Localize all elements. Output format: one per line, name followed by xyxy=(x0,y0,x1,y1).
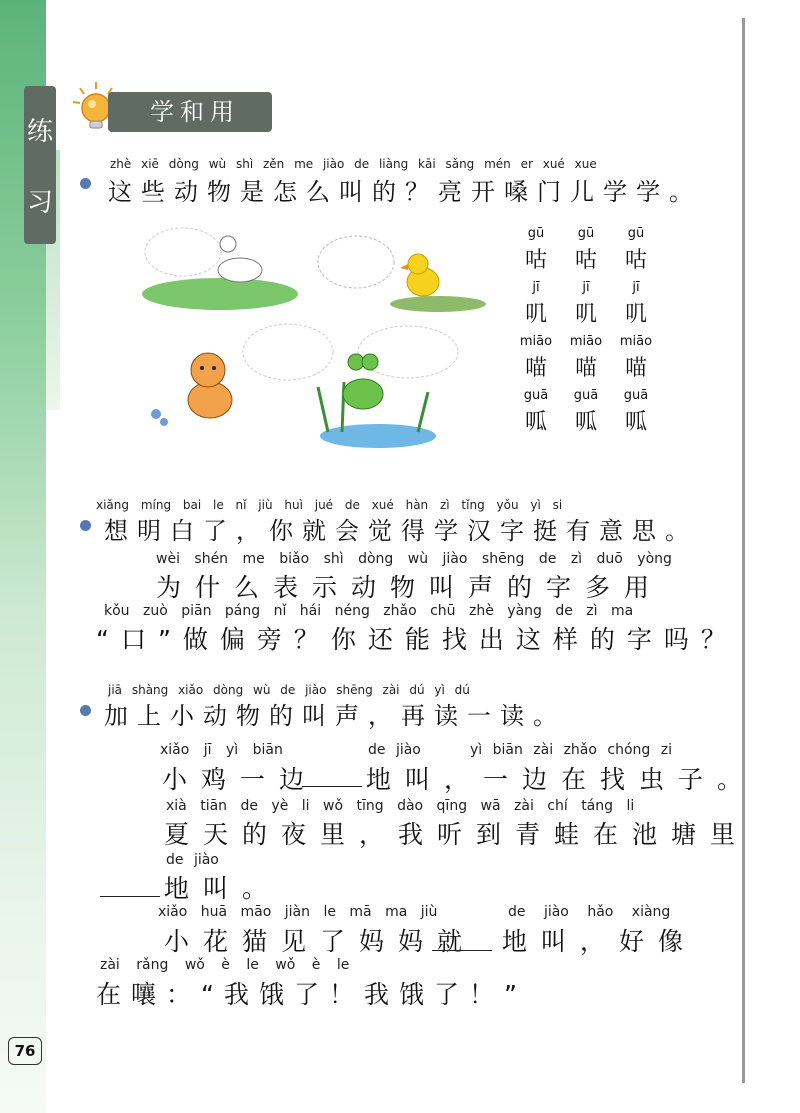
page-number: 76 xyxy=(8,1037,42,1065)
sound-character: 喵 xyxy=(624,356,647,381)
sound-pinyin: jī xyxy=(582,280,590,295)
page-edge-line xyxy=(742,18,745,1083)
q2-text-line1: 想明白了，你就会觉得学汉字挺有意思。 xyxy=(104,517,698,545)
sound-character: 呱 xyxy=(624,410,647,435)
q2-pinyin-line1: xiǎng míng bai le nǐ jiù huì jué de xué hàn zì tǐng yǒu yì si xyxy=(96,498,563,512)
q3-text: 加上小动物的叫声，再读一读。 xyxy=(104,702,566,730)
s2-pinyin: xià tiān de yè li wǒ tīng dào qīng wā zài chí táng li xyxy=(166,798,635,814)
sound-pinyin: gū xyxy=(627,226,645,241)
s1-text-a: 小鸡一边 xyxy=(162,765,319,794)
bullet-icon xyxy=(80,520,91,531)
side-tab-char-2: 习 xyxy=(26,188,53,218)
answer-blank[interactable] xyxy=(302,786,362,787)
sound-pinyin: gū xyxy=(577,226,595,241)
sound-character: 呱 xyxy=(574,410,597,435)
q2-text-line3: “口”做偏旁？你还能找出这样的字吗？ xyxy=(96,625,738,654)
s1-text-b: 地叫，一边在找虫子。 xyxy=(366,765,757,794)
s2-text: 夏天的夜里，我听到青蛙在池塘里 xyxy=(164,820,750,849)
sound-pinyin: miāo xyxy=(519,334,553,349)
sound-pinyin: guā xyxy=(523,388,549,403)
bullet-icon xyxy=(80,705,91,716)
s3-text-a: 小花猫见了妈妈就 xyxy=(164,927,477,956)
sound-pinyin: guā xyxy=(623,388,649,403)
sound-character: 咕 xyxy=(524,248,547,273)
sound-character: 喵 xyxy=(524,356,547,381)
sound-pinyin: miāo xyxy=(569,334,603,349)
bullet-icon xyxy=(80,178,91,189)
sound-character: 呱 xyxy=(524,410,547,435)
answer-blank[interactable] xyxy=(100,896,160,897)
s4-pinyin: zài rǎng wǒ è le wǒ è le xyxy=(100,957,350,973)
s1-pinyin-c: yì biān zài zhǎo chóng zi xyxy=(470,742,672,758)
s2b-pinyin: de jiào xyxy=(166,852,219,868)
sound-character: 咕 xyxy=(574,248,597,273)
s3-pinyin-a: xiǎo huā māo jiàn le mā ma jiù xyxy=(158,904,438,920)
side-tab-practice xyxy=(24,86,56,244)
q2-pinyin-line3: kǒu zuò piān páng nǐ hái néng zhǎo chū zhè yàng de zì ma xyxy=(104,603,634,619)
s2b-text: 地叫。 xyxy=(164,874,282,903)
q1-text: 这些动物是怎么叫的？亮开嗓门儿学学。 xyxy=(108,178,702,206)
sound-pinyin: guā xyxy=(573,388,599,403)
s1-pinyin-a: xiǎo jī yì biān xyxy=(160,742,283,758)
s4-text: 在嚷：“我饿了！我饿了！” xyxy=(96,980,527,1009)
q2-text-line2: 为什么表示动物叫声的字多用 xyxy=(156,573,664,602)
sound-pinyin: miāo xyxy=(619,334,653,349)
sound-pinyin: jī xyxy=(632,280,640,295)
s3-text-b: 地叫，好像 xyxy=(502,927,698,956)
q2-pinyin-line2: wèi shén me biǎo shì dòng wù jiào shēng de zì duō yòng xyxy=(156,551,672,567)
section-title: 学和用 xyxy=(108,92,272,132)
q3-pinyin: jiā shàng xiǎo dòng wù de jiào shēng zài dú yì dú xyxy=(108,683,470,697)
q1-pinyin: zhè xiē dòng wù shì zěn me jiào de liàng kāi sǎng mén er xué xue xyxy=(110,157,597,171)
s3-pinyin-b: de jiào hǎo xiàng xyxy=(508,904,671,920)
sound-pinyin: gū xyxy=(527,226,545,241)
animal-illustration xyxy=(128,222,488,450)
answer-blank[interactable] xyxy=(432,950,492,951)
sound-character: 叽 xyxy=(574,302,597,327)
s1-pinyin-b: de jiào xyxy=(368,742,421,758)
sound-character: 叽 xyxy=(624,302,647,327)
sound-pinyin: jī xyxy=(532,280,540,295)
sound-character: 喵 xyxy=(574,356,597,381)
side-tab-char-1: 练 xyxy=(26,117,53,147)
sound-character: 叽 xyxy=(524,302,547,327)
sound-character: 咕 xyxy=(624,248,647,273)
